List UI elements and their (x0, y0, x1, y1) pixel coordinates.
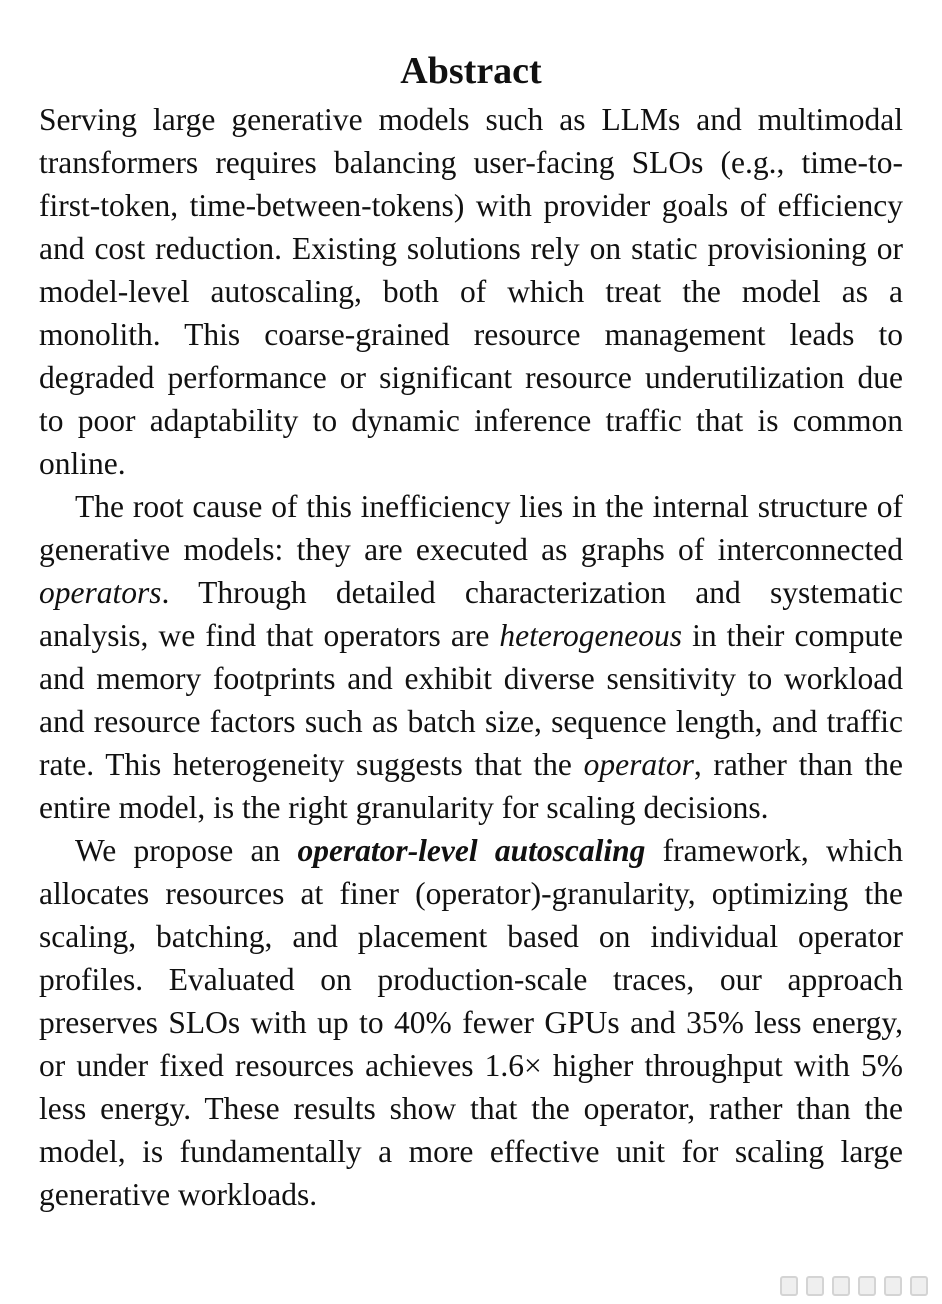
paragraph-2-emphasis-heterogeneous: heterogeneous (499, 618, 682, 653)
watermark-block-5 (884, 1276, 902, 1296)
paragraph-2 (39, 485, 903, 829)
watermark-block-2 (806, 1276, 824, 1296)
abstract-section (39, 44, 903, 1216)
watermark-block-1 (780, 1276, 798, 1296)
section-title: Abstract (400, 50, 542, 92)
paragraph-1: Serving large generative models such as LLMs and multimodal transformers requires balancing user-facing SLOs (e.g., time-to-first-token, time-between-tokens) with provider goals of efficiency and cost reduction. Existing solutions rely on static provisioning or model-level autoscaling, both of which treat the model as a monolith. This coarse-grained resource management leads to degraded performance or significant resource underutilization due to poor adaptability to dynamic inference traffic that is common online. (39, 102, 903, 481)
paragraph-3-emphasis-framework: operator-level autoscaling (297, 833, 646, 868)
watermark-mark (780, 1276, 928, 1296)
paragraph-2-text-1: The root cause of this inefficiency lies in the internal structure of generative models: they are executed as graphs of interconnected (39, 489, 903, 567)
paragraph-2-text-3: in their compute and memory footprints and exhibit diverse sensitivity to workload and resource factors such as batch size, sequence length, and traffic rate. This heterogeneity suggests that the (39, 618, 903, 782)
paragraph-3-text-1: We propose an (75, 833, 298, 868)
paragraph-3 (39, 829, 903, 1216)
watermark-block-4 (858, 1276, 876, 1296)
paragraph-2-text-2: . Through detailed characterization and systematic analysis, we find that operators are (39, 575, 903, 653)
paragraph-2-text-4: , rather than the entire model, is the right granularity for scaling decisions. (39, 747, 903, 825)
watermark-block-3 (832, 1276, 850, 1296)
paragraph-2-emphasis-operator: operator (583, 747, 694, 782)
watermark-block-6 (910, 1276, 928, 1296)
paragraph-3-text-2: framework, which allocates resources at finer (operator)-granularity, optimizing the scaling, batching, and placement based on individual operator profiles. Evaluated on production-scale traces, our approach preserves SLOs with up to 40% fewer GPUs and 35% less energy, or under fixed resources achieves 1.6× higher throughput with 5% less energy. These results show that the operator, rather than the model, is fundamentally a more effective unit for scaling large generative workloads. (39, 833, 903, 1212)
paragraph-2-emphasis-operators: operators (39, 575, 162, 610)
